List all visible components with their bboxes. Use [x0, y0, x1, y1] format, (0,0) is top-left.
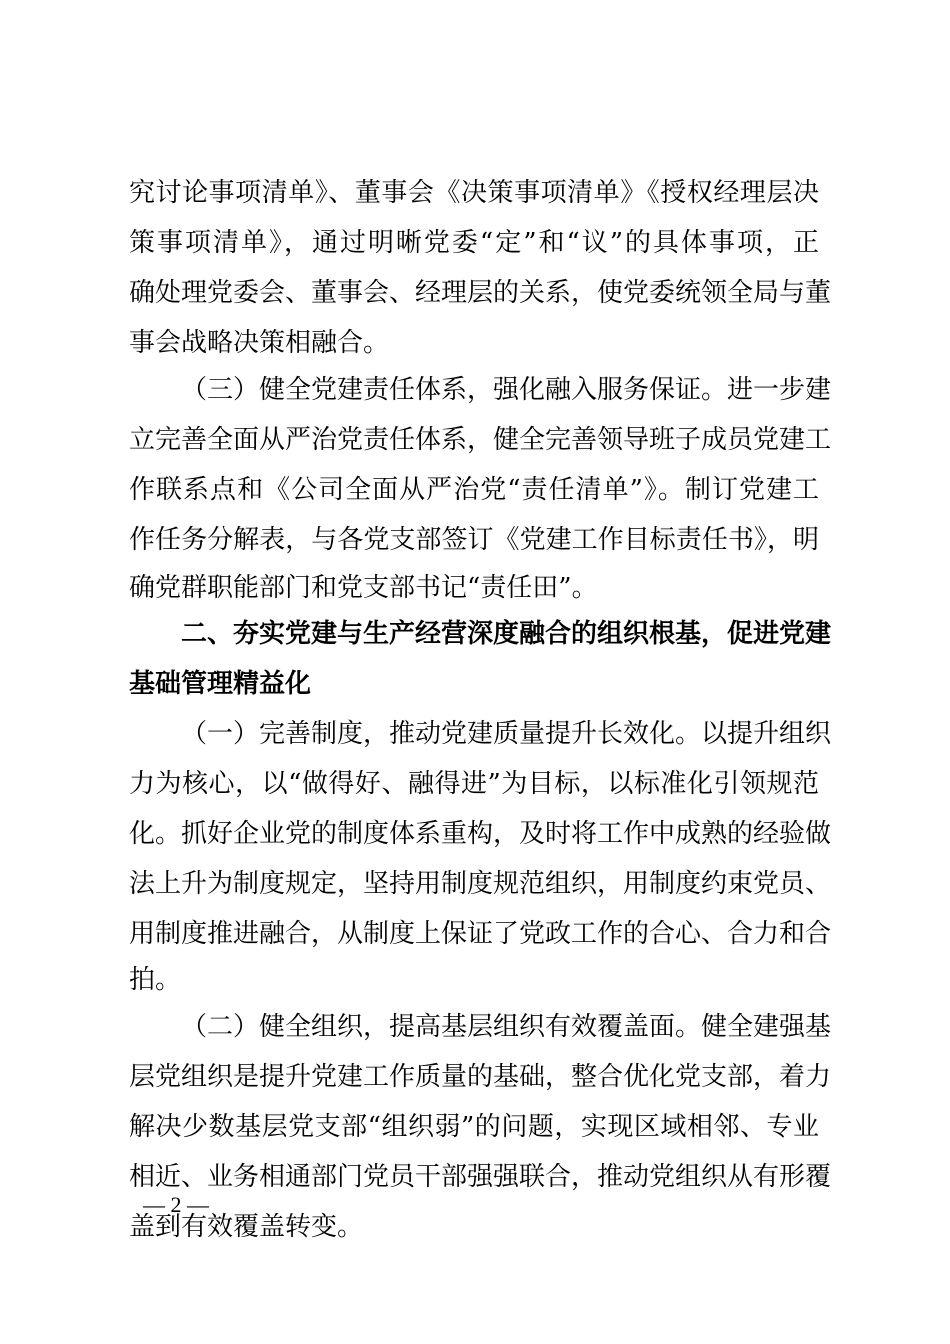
subsection-3-first-line: （三）健全党建责任体系，强化融入服务保证。进一步建	[181, 375, 832, 405]
section-2-heading-continued: 基础管理精益化	[129, 669, 312, 699]
page-number: — 2 —	[143, 1192, 209, 1217]
body-text-line: 层党组织是提升党建工作质量的基础，整合优化党支部，着力	[129, 1062, 832, 1092]
body-text-line: 事会战略决策相融合。	[129, 328, 390, 358]
body-text-line: 策事项清单》，通过明晰党委“定”和“议”的具体事项，正	[129, 228, 819, 258]
body-text-line: 盖到有效覆盖转变。	[129, 1212, 364, 1242]
section-2-heading: 二、夯实党建与生产经营深度融合的组织根基，促进党建	[181, 619, 832, 649]
body-text-line: 作任务分解表，与各党支部签订《党建工作目标责任书》，明	[129, 525, 819, 555]
body-text-line: 确党群职能部门和党支部书记“责任田”。	[129, 573, 598, 603]
body-text-line: 立完善全面从严治党责任体系，健全完善领导班子成员党建工	[129, 425, 832, 455]
body-text-line: 解决少数基层党支部“组织弱”的问题，实现区域相邻、专业	[129, 1112, 819, 1142]
body-text-line: 相近、业务相通部门党员干部强强联合，推动党组织从有形覆	[129, 1162, 832, 1192]
body-text-line: 化。抓好企业党的制度体系重构，及时将工作中成熟的经验做	[129, 819, 832, 849]
body-text-line: 拍。	[129, 965, 182, 995]
subsection-2-first-line: （二）健全组织，提高基层组织有效覆盖面。健全建强基	[181, 1012, 832, 1042]
body-text-line: 法上升为制度规定，坚持用制度规范组织，用制度约束党员、	[129, 869, 832, 899]
body-text-line: 作联系点和《公司全面从严治党“责任清单”》。制订党建工	[129, 475, 819, 505]
subsection-1-first-line: （一）完善制度，推动党建质量提升长效化。以提升组织	[181, 719, 832, 749]
body-text-line: 究讨论事项清单》、董事会《决策事项清单》《授权经理层决	[129, 178, 819, 208]
body-text-line: 力为核心，以“做得好、融得进”为目标，以标准化引领规范	[129, 769, 819, 799]
body-text-line: 确处理党委会、董事会、经理层的关系，使党委统领全局与董	[129, 278, 832, 308]
body-text-line: 用制度推进融合，从制度上保证了党政工作的合心、合力和合	[129, 919, 832, 949]
